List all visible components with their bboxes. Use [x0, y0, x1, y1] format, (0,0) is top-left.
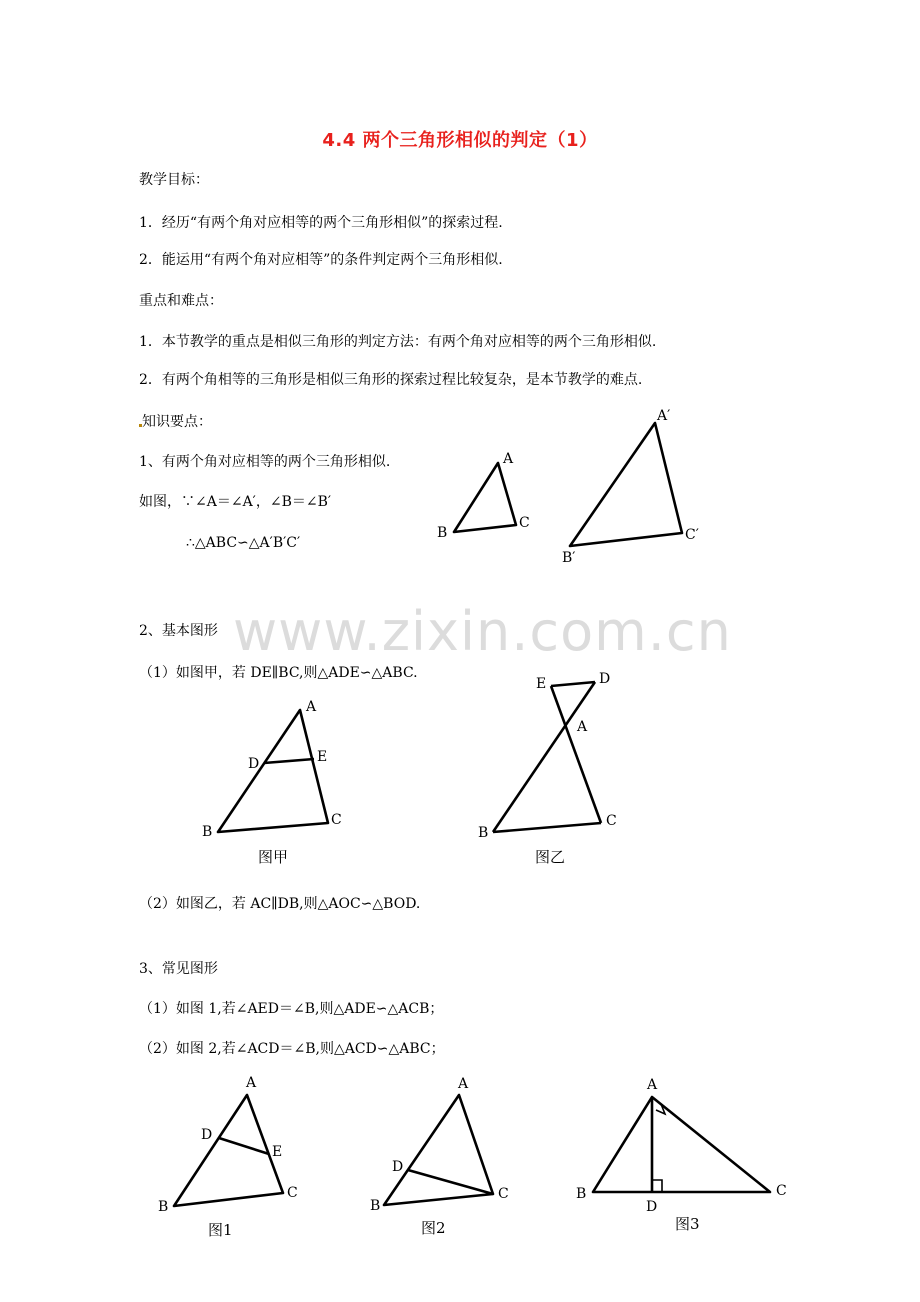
caption-jia: 图甲 — [258, 848, 289, 866]
segment-bc-yi — [493, 823, 601, 832]
page-title: 4.4 两个三角形相似的判定（1） — [322, 130, 598, 151]
caption-fig1: 图1 — [208, 1221, 233, 1239]
objective-item-1: 1．经历“有两个角对应相等的两个三角形相似”的探索过程. — [139, 215, 503, 231]
label-yi-b: B — [478, 825, 489, 841]
watermark: www.zixin.com.cn — [233, 600, 732, 663]
knowledge-point-1: 1、有两个角对应相等的两个三角形相似. — [139, 454, 391, 470]
large-triangle — [570, 423, 682, 546]
label-jia-e: E — [317, 749, 328, 765]
caption-fig2: 图2 — [421, 1219, 446, 1237]
segment-ec-yi — [551, 686, 601, 823]
label-large-a: A′ — [657, 408, 671, 424]
objective-item-2: 2．能运用“有两个角对应相等”的条件判定两个三角形相似. — [139, 252, 503, 268]
knowledge-point-2-item-1: （1）如图甲，若 DE∥BC,则△ADE∽△ABC. — [139, 665, 418, 681]
label-yi-c: C — [606, 813, 617, 829]
label-fig1-e: E — [272, 1144, 283, 1160]
knowledge-point-2-item-2: （2）如图乙，若 AC∥DB,则△AOC∽△BOD. — [139, 896, 421, 912]
label-fig3-a: A — [647, 1077, 658, 1093]
label-jia-d: D — [248, 756, 260, 772]
segment-de-fig1 — [219, 1138, 269, 1154]
small-triangle — [454, 463, 516, 532]
label-fig3-b: B — [576, 1186, 587, 1202]
segment-ed-yi — [551, 682, 595, 686]
label-large-c: C′ — [685, 527, 699, 543]
caption-yi: 图乙 — [535, 848, 566, 866]
knowledge-point-3-item-1: （1）如图 1,若∠AED＝∠B,则△ADE∽△ACB； — [139, 1001, 444, 1017]
key-point-item-2: 2．有两个角相等的三角形是相似三角形的探索过程比较复杂，是本节教学的难点. — [139, 372, 643, 388]
triangle-fig1 — [174, 1095, 283, 1206]
label-fig2-a: A — [458, 1076, 469, 1092]
label-fig2-b: B — [370, 1198, 381, 1214]
label-large-b: B′ — [562, 550, 576, 566]
label-fig1-c: C — [287, 1185, 298, 1201]
label-fig1-b: B — [158, 1199, 169, 1215]
knowledge-point-2-heading: 2、基本图形 — [139, 623, 218, 639]
key-point-item-1: 1．本节教学的重点是相似三角形的判定方法：有两个角对应相等的两个三角形相似. — [139, 334, 657, 350]
caption-fig3: 图3 — [675, 1215, 700, 1233]
knowledge-point-3-heading: 3、常见图形 — [139, 961, 218, 977]
triangle-jia — [218, 710, 328, 832]
knowledge-conclusion: ∴△ABC∽△A′B′C′ — [186, 535, 301, 551]
knowledge-point-3-item-2: （2）如图 2,若∠ACD＝∠B,则△ACD∽△ABC； — [139, 1041, 445, 1057]
key-points-heading: 重点和难点： — [139, 293, 223, 309]
right-angle-mark-d — [652, 1180, 662, 1192]
segment-ba-yi — [493, 682, 595, 832]
label-fig3-c: C — [776, 1183, 787, 1199]
label-fig2-d: D — [392, 1159, 404, 1175]
label-yi-d: D — [599, 671, 611, 687]
label-small-c: C — [519, 515, 530, 531]
triangle-fig3 — [593, 1097, 770, 1192]
label-jia-a: A — [306, 699, 317, 715]
label-small-a: A — [503, 451, 514, 467]
segment-dc-fig2 — [408, 1170, 493, 1194]
knowledge-given: 如图，∵∠A＝∠A′，∠B＝∠B′ — [139, 494, 332, 510]
objectives-heading: 教学目标： — [139, 172, 209, 188]
label-small-b: B — [437, 525, 448, 541]
segment-de-jia — [264, 759, 314, 763]
knowledge-heading: 知识要点： — [142, 414, 212, 430]
label-fig3-d: D — [646, 1199, 658, 1215]
label-yi-e: E — [536, 676, 547, 692]
label-fig1-a: A — [246, 1075, 257, 1091]
label-jia-c: C — [331, 812, 342, 828]
label-yi-a: A — [577, 719, 588, 735]
label-fig2-c: C — [498, 1186, 509, 1202]
label-jia-b: B — [202, 824, 213, 840]
label-fig1-d: D — [201, 1127, 213, 1143]
